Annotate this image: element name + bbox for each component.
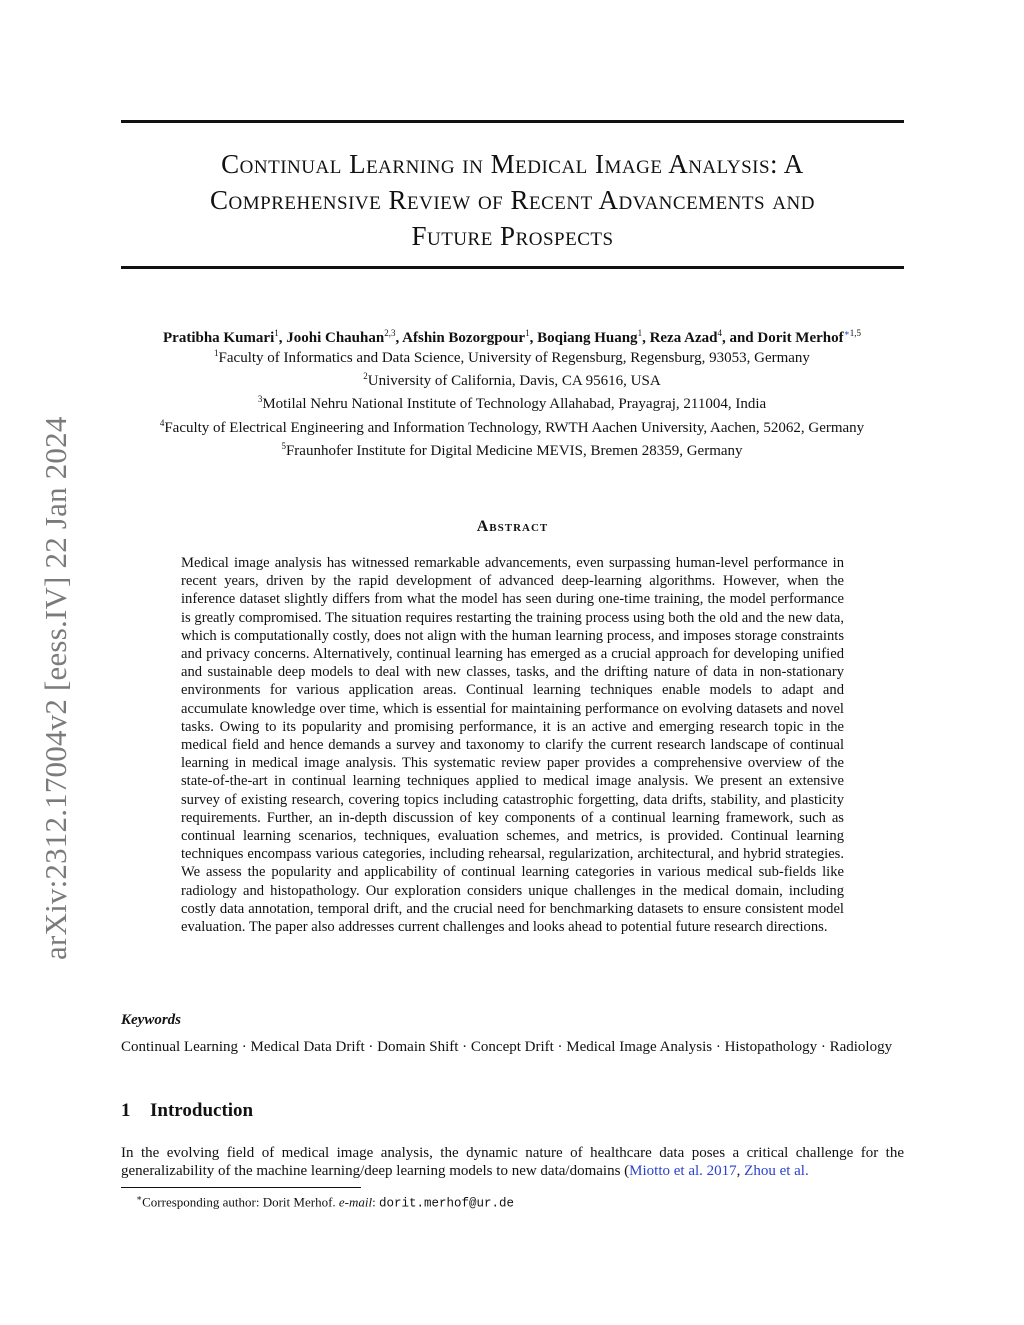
author-name: Reza Azad <box>649 330 718 346</box>
arxiv-identifier-text: arXiv:2312.17004v2 [eess.IV] 22 Jan 2024 <box>38 416 73 960</box>
author-affil-mark: 1 <box>274 328 279 338</box>
affiliation-text: Motilal Nehru National Institute of Technology Allahabad, Prayagraj, 211004, India <box>262 396 767 413</box>
author-separator: , <box>642 330 650 346</box>
citation-separator: , <box>736 1163 745 1180</box>
affiliation-text: Fraunhofer Institute for Digital Medicine MEVIS, Bremen 28359, Germany <box>285 442 743 459</box>
introduction-paragraph <box>121 1144 904 1180</box>
footnote-mark: ∗ <box>136 1193 143 1203</box>
affiliation-mark: 1 <box>214 348 219 358</box>
author-affil-mark: 1,5 <box>849 328 861 338</box>
author-separator: , <box>278 330 287 346</box>
affiliation-mark: 2 <box>363 371 368 382</box>
affiliation-list <box>100 344 924 460</box>
abstract-heading: Abstract <box>476 518 549 535</box>
footnote-email-label: e-mail <box>338 1194 373 1210</box>
title-line-3: Future Prospects <box>411 221 614 251</box>
keywords-list: Continual Learning · Medical Data Drift · Domain Shift · Concept Drift · Medical Image Analysis · Histopathology · Radiology <box>121 1039 893 1055</box>
affiliation-item <box>100 344 924 367</box>
affiliation-mark: 5 <box>281 440 286 451</box>
arxiv-identifier-stamp <box>38 360 78 960</box>
author-affil-mark: 4 <box>717 328 722 338</box>
title-rule-top <box>121 120 904 123</box>
author-name: Afshin Bozorgpour <box>402 330 526 346</box>
affiliation-text: Faculty of Electrical Engineering and Information Technology, RWTH Aachen University, Aachen, 52062, Germany <box>164 419 865 436</box>
corresponding-author-footnote <box>136 1193 514 1210</box>
affiliation-item <box>100 414 924 437</box>
author-separator: , <box>395 330 403 346</box>
affiliation-item <box>100 437 924 460</box>
section-number: 1 <box>121 1100 131 1121</box>
paper-title <box>121 146 904 254</box>
affiliation-text: Faculty of Informatics and Data Science, University of Regensburg, Regensburg, 93053, Germany <box>218 350 810 366</box>
author-affil-mark: 2,3 <box>384 328 396 338</box>
title-line-1: Continual Learning in Medical Image Analysis: A <box>221 149 804 179</box>
citation-link-zhou[interactable]: Zhou et al. <box>744 1163 809 1180</box>
section-heading-introduction <box>121 1100 253 1122</box>
affiliation-mark: 4 <box>159 417 165 428</box>
intro-text: In the evolving field of medical image analysis, the dynamic nature of healthcare data poses a critical challenge for the generalizability of the machine learning/deep learning models to new data/domains ( <box>121 1145 904 1180</box>
title-line-2: Comprehensive Review of Recent Advancements and <box>210 185 815 215</box>
author-name: Joohi Chauhan <box>286 330 385 346</box>
citation-link-miotto[interactable]: Miotto et al. 2017 <box>629 1163 737 1180</box>
keywords-heading: Keywords <box>121 1012 181 1028</box>
affiliation-mark: 3 <box>257 394 263 405</box>
corresponding-author-link[interactable]: ∗ <box>843 328 850 338</box>
affiliation-item <box>100 390 924 413</box>
footnote-colon: : <box>372 1194 379 1210</box>
author-separator: , and <box>721 330 758 346</box>
author-name: Dorit Merhof <box>757 330 844 346</box>
abstract-body: Medical image analysis has witnessed remarkable advancements, even surpassing human-level performance in recent years, driven by the rapid development of advanced deep-learning algorithms. However, when the inference dataset slightly differs from what the model has seen during one-time training, the model performance is greatly compromised. The situation requires restarting the training process using both the old and the new data, which is computationally costly, does not align with the human learning process, and imposes storage constraints and privacy concerns. Alternatively, continual learning has emerged as a crucial approach for developing unified and sustainable deep models to deal with new classes, tasks, and the drifting nature of data in non-stationary environments for various application areas. Continual learning techniques enable models to adapt and accumulate knowledge over time, which is essential for maintaining performance on evolving datasets and novel tasks. Owing to its popularity and promising performance, it is an active and emerging research topic in the medical field and hence demands a survey and taxonomy to clarify the current research landscape of continual learning in medical image analysis. This systematic review paper provides a comprehensive overview of the state-of-the-art in continual learning techniques applied to medical image analysis. We present an extensive survey of existing research, covering topics including catastrophic forgetting, data drifts, stability, and plasticity requirements. Further, an in-depth discussion of key components of a continual learning framework, such as continual learning scenarios, techniques, evaluation schemes, and metrics, is provided. Continual learning techniques encompass various categories, including rehearsal, regularization, architectural, and hybrid strategies. We assess the popularity and applicability of continual learning categories in various medical sub-fields like radiology and histopathology. Our exploration considers unique challenges in the medical domain, including costly data annotation, temporal drift, and the crucial need for benchmarking datasets to ensure consistent model evaluation. The paper also addresses current challenges and looks ahead to potential future research directions. <box>181 555 844 936</box>
affiliation-text: University of California, Davis, CA 95616, USA <box>367 373 661 390</box>
author-separator: , <box>529 330 538 346</box>
author-affil-mark: 1 <box>637 328 643 338</box>
author-name: Pratibha Kumari <box>163 330 275 346</box>
section-title: Introduction <box>150 1100 254 1121</box>
author-name: Boqiang Huang <box>537 330 638 346</box>
footnote-rule <box>121 1187 361 1188</box>
title-rule-bottom <box>121 266 904 269</box>
footnote-email[interactable]: dorit.merhof@ur.de <box>379 1196 515 1211</box>
footnote-text: Corresponding author: Dorit Merhof. <box>142 1194 339 1210</box>
affiliation-item <box>100 367 924 390</box>
author-affil-mark: 1 <box>525 328 530 338</box>
